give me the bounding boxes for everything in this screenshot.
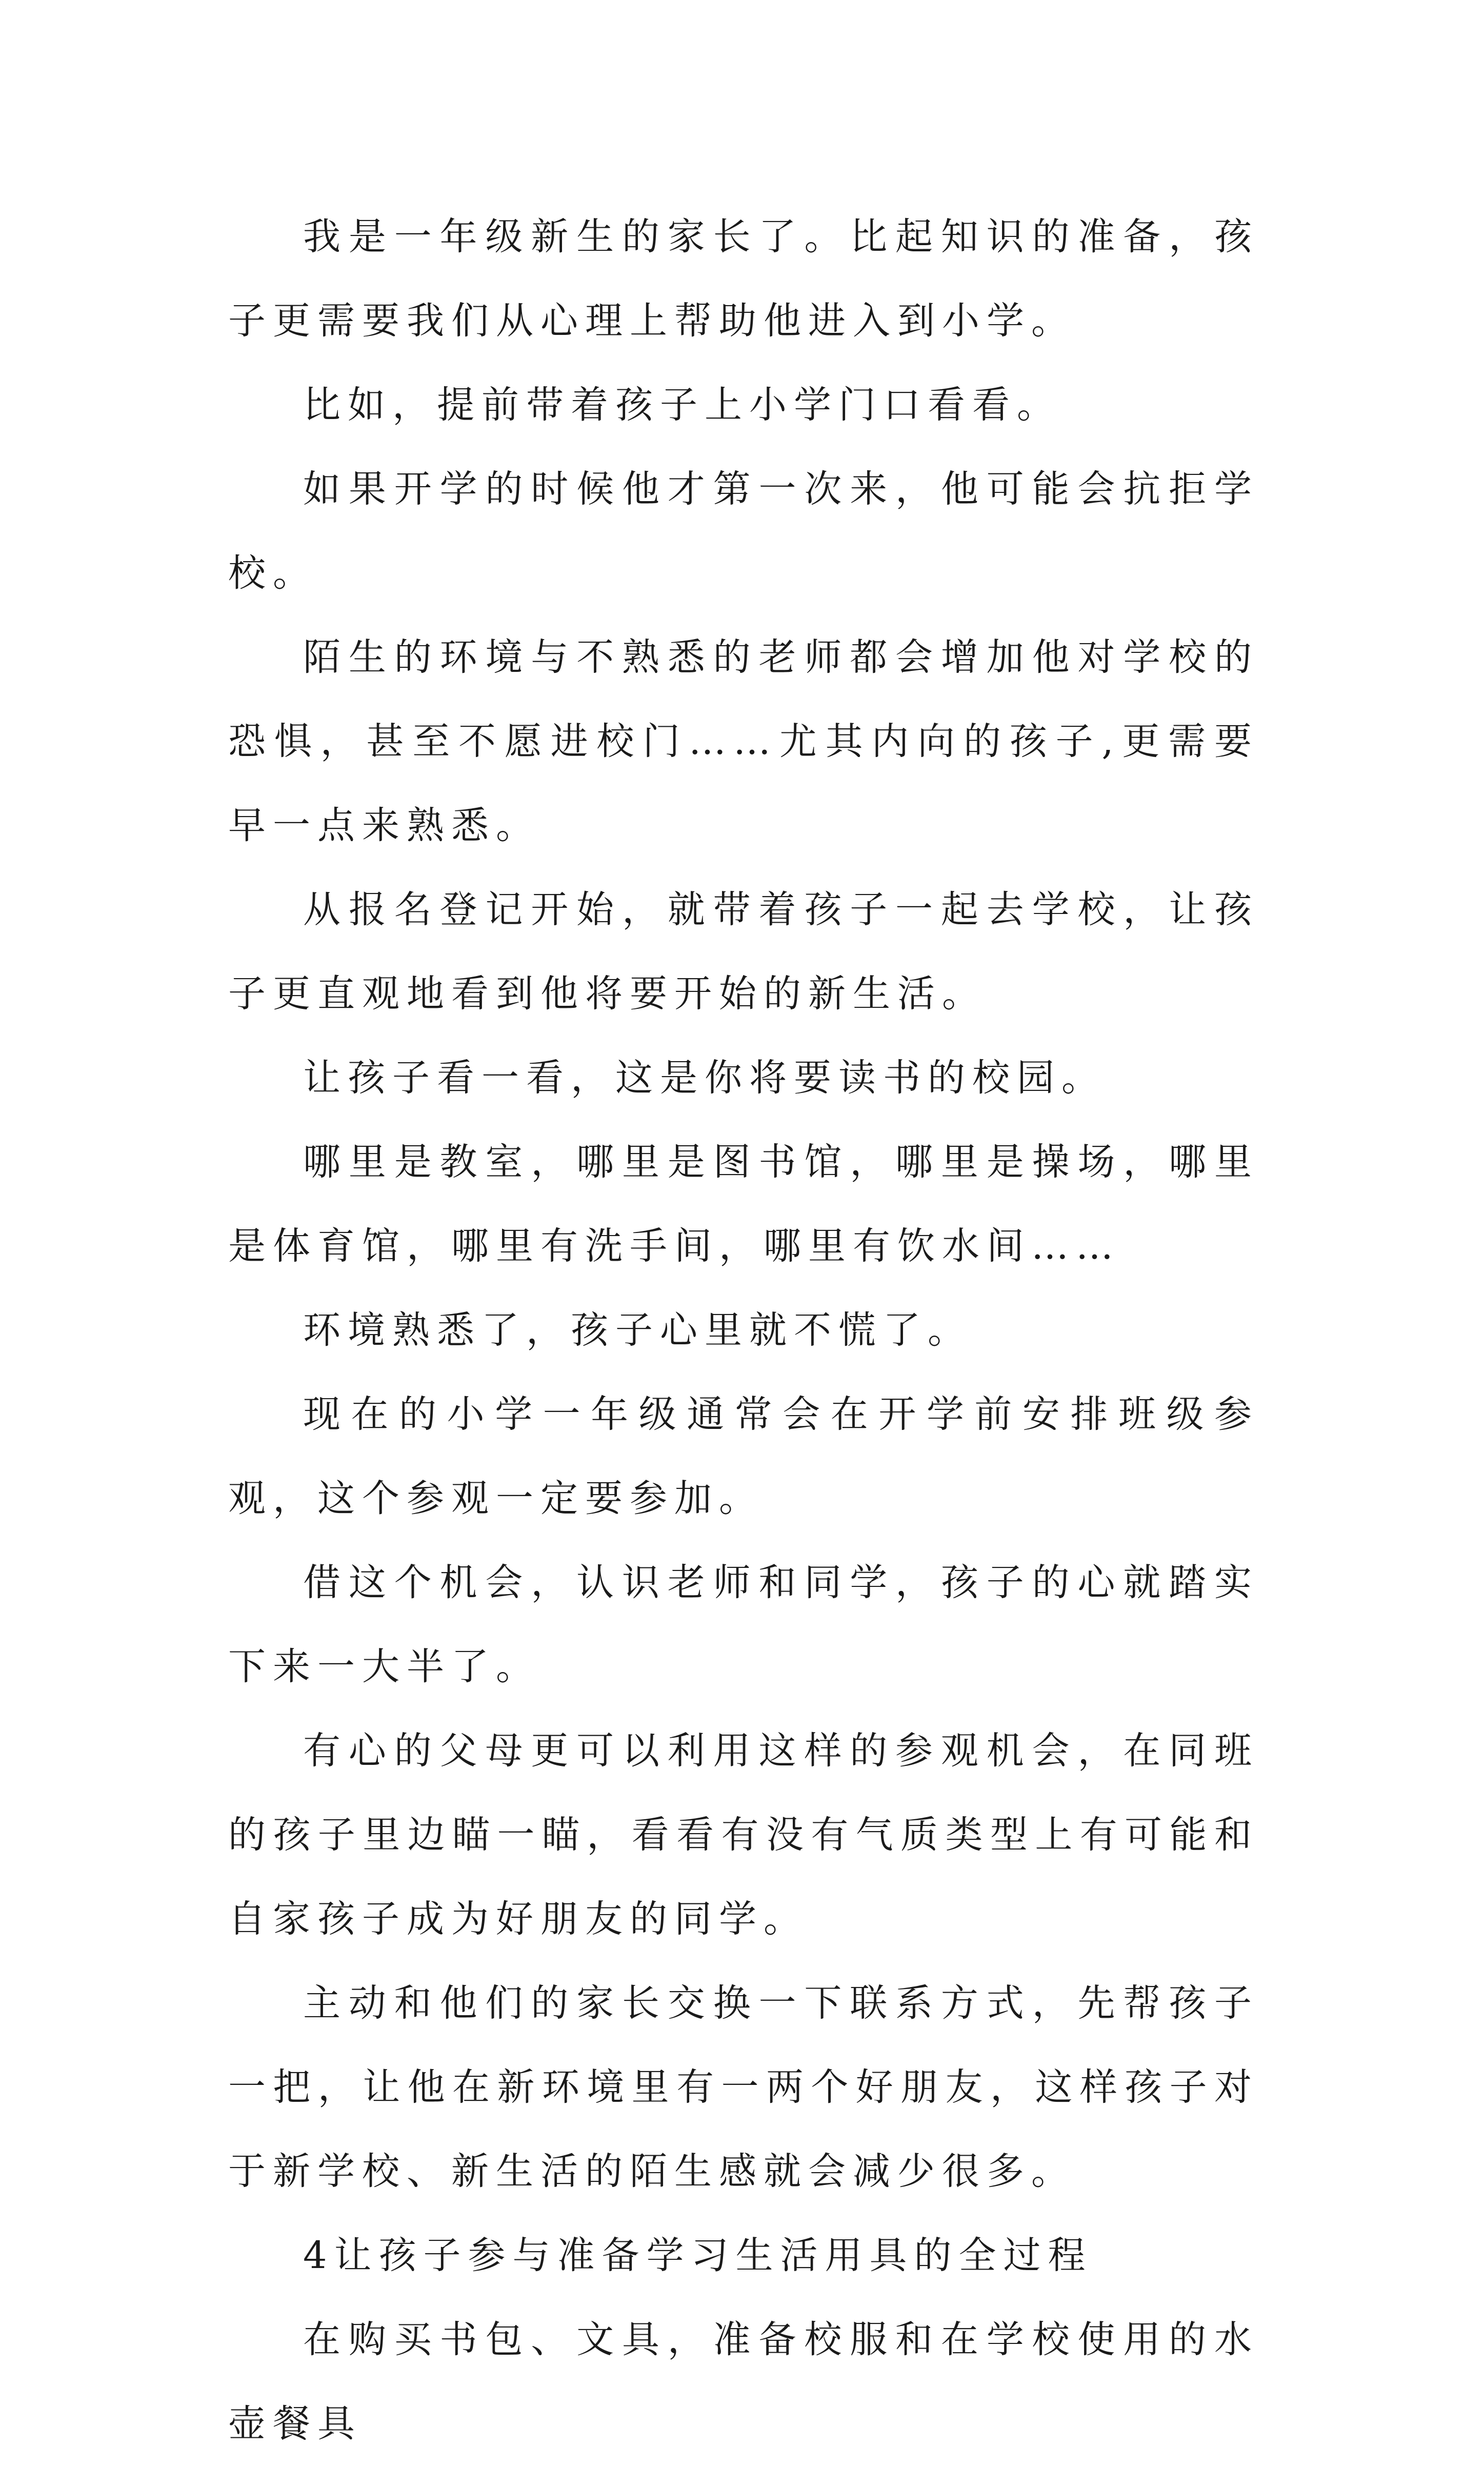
paragraph-9: 现在的小学一年级通常会在开学前安排班级参观，这个参观一定要参加。 [228, 1393, 1259, 1520]
paragraph-1: 我是一年级新生的家长了。比起知识的准备，孩子更需要我们从心理上帮助他进入到小学。 [228, 215, 1259, 343]
paragraph-10: 借这个机会，认识老师和同学，孩子的心就踏实下来一大半了。 [228, 1561, 1259, 1688]
paragraph-8: 环境熟悉了，孩子心里就不慌了。 [303, 1308, 972, 1352]
paragraph-7: 哪里是教室，哪里是图书馆，哪里是操场，哪里是体育馆，哪里有洗手间，哪里有饮水间…… [228, 1140, 1259, 1268]
paragraph-12: 主动和他们的家长交换一下联系方式，先帮孩子一把，让他在新环境里有一两个好朋友，这样孩子对于新学校、新生活的陌生感就会减少很多。 [228, 1981, 1259, 2193]
document-body [228, 195, 1259, 2466]
paragraph-4: 陌生的环境与不熟悉的老师都会增加他对学校的恐惧，甚至不愿进校门……尤其内向的孩子,更需要早一点来熟悉。 [228, 635, 1259, 847]
paragraph-2: 比如，提前带着孩子上小学门口看看。 [303, 383, 1061, 427]
section-heading: 4让孩子参与准备学习生活用具的全过程 [303, 2234, 1093, 2277]
paragraph-11: 有心的父母更可以利用这样的参观机会，在同班的孩子里边瞄一瞄，看看有没有气质类型上有可能和自家孩子成为好朋友的同学。 [228, 1729, 1259, 1941]
paragraph-5: 从报名登记开始，就带着孩子一起去学校，让孩子更直观地看到他将要开始的新生活。 [228, 888, 1259, 1016]
paragraph-3: 如果开学的时候他才第一次来，他可能会抗拒学校。 [228, 467, 1259, 595]
paragraph-13: 在购买书包、文具，准备校服和在学校使用的水壶餐具 [228, 2318, 1259, 2445]
paragraph-6: 让孩子看一看，这是你将要读书的校园。 [303, 1056, 1106, 1100]
